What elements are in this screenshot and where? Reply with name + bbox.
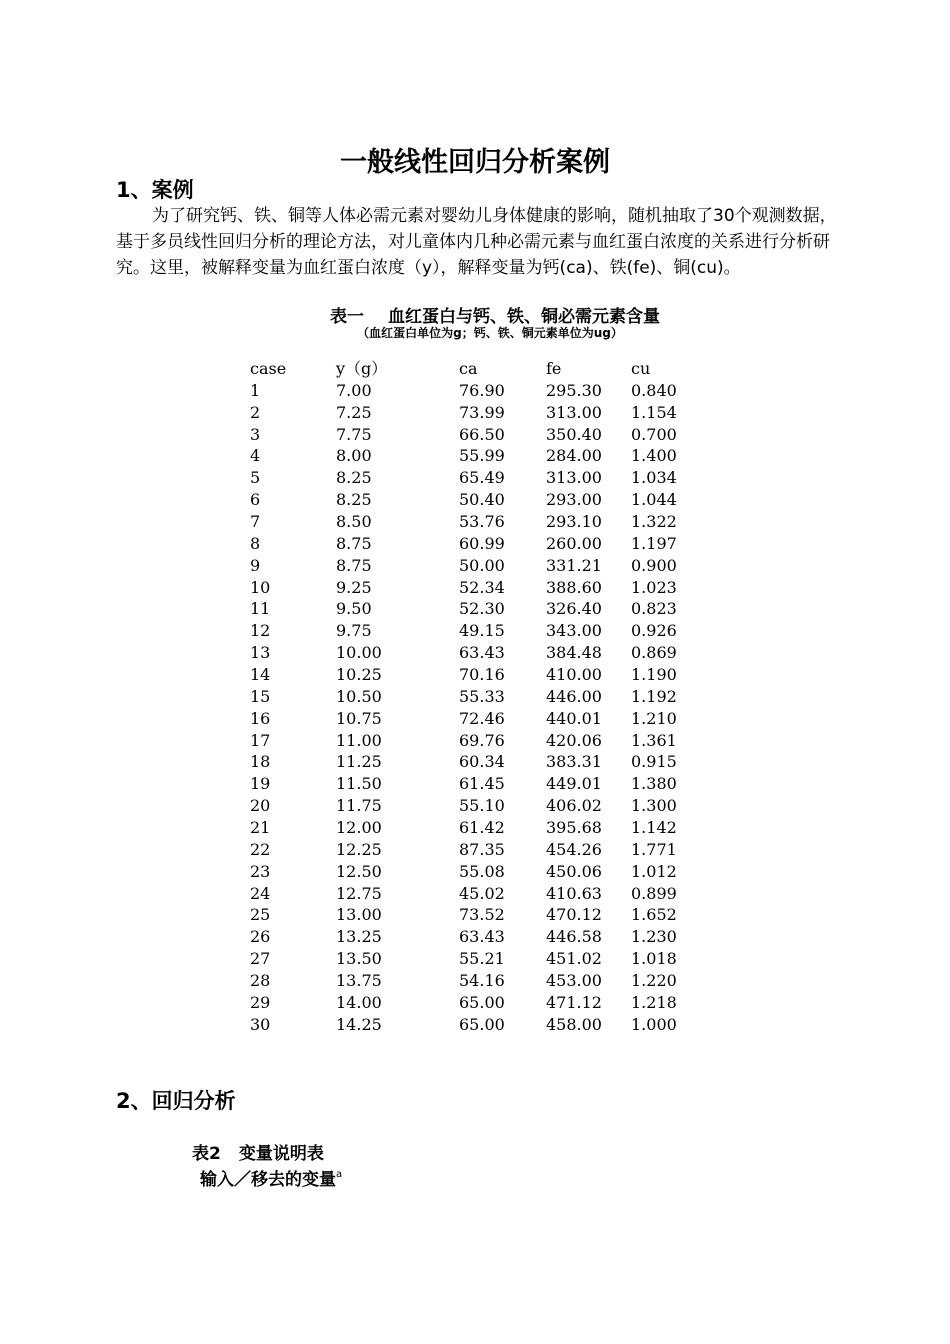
cell-cu: 0.700 [631, 424, 677, 444]
cell-fe: 446.58 [546, 927, 602, 947]
cell-y: 8.75 [336, 533, 372, 553]
cell-y: 12.75 [336, 883, 382, 903]
cell-y: 13.25 [336, 927, 382, 947]
cell-ca: 73.99 [459, 402, 505, 422]
cell-fe: 388.60 [546, 577, 602, 597]
cell-case: 13 [250, 643, 271, 663]
cell-cu: 1.361 [631, 730, 677, 750]
cell-fe: 406.02 [546, 796, 602, 816]
cell-y: 8.25 [336, 490, 372, 510]
cell-ca: 54.16 [459, 971, 505, 991]
cell-case: 4 [250, 446, 261, 466]
cell-y: 11.75 [336, 796, 382, 816]
cell-cu: 1.034 [631, 468, 677, 488]
cell-fe: 446.00 [546, 686, 602, 706]
cell-ca: 45.02 [459, 883, 505, 903]
cell-case: 9 [250, 555, 261, 575]
table-1-title: 血红蛋白与钙、铁、铜必需元素含量 [388, 307, 660, 327]
cell-cu: 1.192 [631, 686, 677, 706]
cell-ca: 49.15 [459, 621, 505, 641]
table-2-label: 表2 [192, 1144, 221, 1164]
cell-fe: 410.00 [546, 665, 602, 685]
cell-fe: 410.63 [546, 883, 602, 903]
cell-fe: 313.00 [546, 402, 602, 422]
cell-cu: 1.012 [631, 861, 677, 881]
cell-fe: 383.31 [546, 752, 602, 772]
cell-y: 14.25 [336, 1014, 382, 1034]
table-2-caption [192, 1139, 324, 1164]
cell-fe: 343.00 [546, 621, 602, 641]
cell-ca: 65.49 [459, 468, 505, 488]
cell-cu: 0.869 [631, 643, 677, 663]
cell-ca: 69.76 [459, 730, 505, 750]
cell-cu: 1.154 [631, 402, 677, 422]
table-1-label: 表一 [330, 307, 364, 327]
cell-y: 12.50 [336, 861, 382, 881]
cell-y: 13.50 [336, 949, 382, 969]
cell-case: 28 [250, 971, 271, 991]
cell-fe: 260.00 [546, 533, 602, 553]
cell-fe: 453.00 [546, 971, 602, 991]
header-fe: fe [546, 359, 562, 378]
cell-y: 7.25 [336, 402, 372, 422]
cell-y: 12.00 [336, 818, 382, 838]
section-1-paragraph [116, 203, 846, 281]
cell-ca: 60.34 [459, 752, 505, 772]
cell-ca: 76.90 [459, 380, 505, 400]
cell-ca: 63.43 [459, 643, 505, 663]
cell-case: 5 [250, 468, 261, 488]
cell-cu: 0.900 [631, 555, 677, 575]
cell-cu: 0.915 [631, 752, 677, 772]
cell-case: 30 [250, 1014, 271, 1034]
cell-cu: 1.018 [631, 949, 677, 969]
cell-y: 8.00 [336, 446, 372, 466]
table-2-subtitle [200, 1165, 342, 1190]
cell-y: 7.00 [336, 380, 372, 400]
cell-ca: 55.33 [459, 686, 505, 706]
section-2-heading: 2、回归分析 [116, 1089, 236, 1113]
cell-fe: 326.40 [546, 599, 602, 619]
cell-cu: 1.023 [631, 577, 677, 597]
cell-y: 11.00 [336, 730, 382, 750]
cell-y: 8.50 [336, 512, 372, 532]
cell-cu: 1.771 [631, 839, 677, 859]
cell-case: 17 [250, 730, 271, 750]
cell-y: 13.75 [336, 971, 382, 991]
cell-ca: 61.45 [459, 774, 505, 794]
cell-cu: 0.840 [631, 380, 677, 400]
cell-fe: 350.40 [546, 424, 602, 444]
cell-fe: 471.12 [546, 992, 602, 1012]
cell-y: 13.00 [336, 905, 382, 925]
cell-case: 18 [250, 752, 271, 772]
cell-ca: 52.30 [459, 599, 505, 619]
cell-y: 9.75 [336, 621, 372, 641]
cell-case: 3 [250, 424, 261, 444]
cell-fe: 293.10 [546, 512, 602, 532]
cell-fe: 440.01 [546, 708, 602, 728]
cell-cu: 1.230 [631, 927, 677, 947]
cell-case: 16 [250, 708, 271, 728]
cell-fe: 449.01 [546, 774, 602, 794]
cell-ca: 61.42 [459, 818, 505, 838]
cell-cu: 1.142 [631, 818, 677, 838]
cell-case: 14 [250, 665, 271, 685]
cell-cu: 1.000 [631, 1014, 677, 1034]
cell-y: 7.75 [336, 424, 372, 444]
cell-fe: 454.26 [546, 839, 602, 859]
cell-case: 10 [250, 577, 271, 597]
cell-cu: 1.322 [631, 512, 677, 532]
header-case: case [250, 359, 287, 378]
cell-ca: 50.00 [459, 555, 505, 575]
cell-fe: 293.00 [546, 490, 602, 510]
cell-ca: 63.43 [459, 927, 505, 947]
cell-cu: 0.899 [631, 883, 677, 903]
cell-case: 15 [250, 686, 271, 706]
cell-y: 10.50 [336, 686, 382, 706]
cell-cu: 1.220 [631, 971, 677, 991]
cell-fe: 451.02 [546, 949, 602, 969]
cell-fe: 420.06 [546, 730, 602, 750]
cell-case: 25 [250, 905, 271, 925]
cell-fe: 384.48 [546, 643, 602, 663]
footnote-marker: a [336, 1169, 343, 1180]
cell-cu: 1.190 [631, 665, 677, 685]
cell-ca: 70.16 [459, 665, 505, 685]
cell-ca: 55.21 [459, 949, 505, 969]
cell-case: 22 [250, 839, 271, 859]
cell-ca: 87.35 [459, 839, 505, 859]
cell-fe: 458.00 [546, 1014, 602, 1034]
cell-fe: 450.06 [546, 861, 602, 881]
cell-cu: 1.380 [631, 774, 677, 794]
cell-cu: 1.044 [631, 490, 677, 510]
cell-case: 19 [250, 774, 271, 794]
document-title: 一般线性回归分析案例 [340, 147, 610, 178]
cell-ca: 55.08 [459, 861, 505, 881]
table-1-subtitle: （血红蛋白单位为g；钙、铁、铜元素单位为ug） [357, 326, 623, 340]
header-y: y（g） [336, 359, 388, 378]
cell-y: 11.25 [336, 752, 382, 772]
table-2-title: 变量说明表 [238, 1144, 324, 1164]
cell-ca: 55.10 [459, 796, 505, 816]
cell-y: 9.25 [336, 577, 372, 597]
cell-fe: 470.12 [546, 905, 602, 925]
cell-case: 12 [250, 621, 271, 641]
cell-case: 21 [250, 818, 271, 838]
cell-ca: 50.40 [459, 490, 505, 510]
cell-ca: 66.50 [459, 424, 505, 444]
cell-ca: 55.99 [459, 446, 505, 466]
cell-y: 12.25 [336, 839, 382, 859]
table-2-subtitle-text: 输入／移去的变量 [200, 1170, 336, 1190]
cell-case: 29 [250, 992, 271, 1012]
cell-case: 20 [250, 796, 271, 816]
header-ca: ca [459, 359, 478, 378]
cell-case: 23 [250, 861, 271, 881]
section-1-heading: 1、案例 [116, 178, 194, 202]
cell-y: 9.50 [336, 599, 372, 619]
cell-y: 14.00 [336, 992, 382, 1012]
cell-fe: 331.21 [546, 555, 602, 575]
cell-y: 8.75 [336, 555, 372, 575]
cell-ca: 53.76 [459, 512, 505, 532]
cell-y: 10.25 [336, 665, 382, 685]
cell-y: 8.25 [336, 468, 372, 488]
cell-cu: 1.400 [631, 446, 677, 466]
cell-ca: 73.52 [459, 905, 505, 925]
cell-case: 6 [250, 490, 261, 510]
cell-y: 10.75 [336, 708, 382, 728]
cell-case: 27 [250, 949, 271, 969]
cell-case: 8 [250, 533, 261, 553]
cell-case: 1 [250, 380, 261, 400]
cell-cu: 0.926 [631, 621, 677, 641]
paragraph-text: 为了研究钙、铁、铜等人体必需元素对婴幼儿身体健康的影响，随机抽取了30个观测数据，基于多员线性回归分析的理论方法，对儿童体内几种必需元素与血红蛋白浓度的关系进行分析研究。这里，被解释变量为血红蛋白浓度（y），解释变量为钙(ca)、铁(fe)、铜(cu)。 [116, 206, 837, 278]
cell-case: 2 [250, 402, 261, 422]
cell-case: 7 [250, 512, 261, 532]
cell-case: 24 [250, 883, 271, 903]
cell-ca: 60.99 [459, 533, 505, 553]
cell-ca: 52.34 [459, 577, 505, 597]
cell-ca: 65.00 [459, 1014, 505, 1034]
cell-ca: 72.46 [459, 708, 505, 728]
cell-cu: 1.210 [631, 708, 677, 728]
cell-y: 10.00 [336, 643, 382, 663]
cell-cu: 1.197 [631, 533, 677, 553]
cell-cu: 1.652 [631, 905, 677, 925]
cell-case: 26 [250, 927, 271, 947]
cell-case: 11 [250, 599, 271, 619]
cell-ca: 65.00 [459, 992, 505, 1012]
cell-cu: 0.823 [631, 599, 677, 619]
cell-fe: 284.00 [546, 446, 602, 466]
cell-fe: 313.00 [546, 468, 602, 488]
cell-fe: 395.68 [546, 818, 602, 838]
cell-cu: 1.218 [631, 992, 677, 1012]
cell-cu: 1.300 [631, 796, 677, 816]
cell-y: 11.50 [336, 774, 382, 794]
header-cu: cu [631, 359, 651, 378]
cell-fe: 295.30 [546, 380, 602, 400]
